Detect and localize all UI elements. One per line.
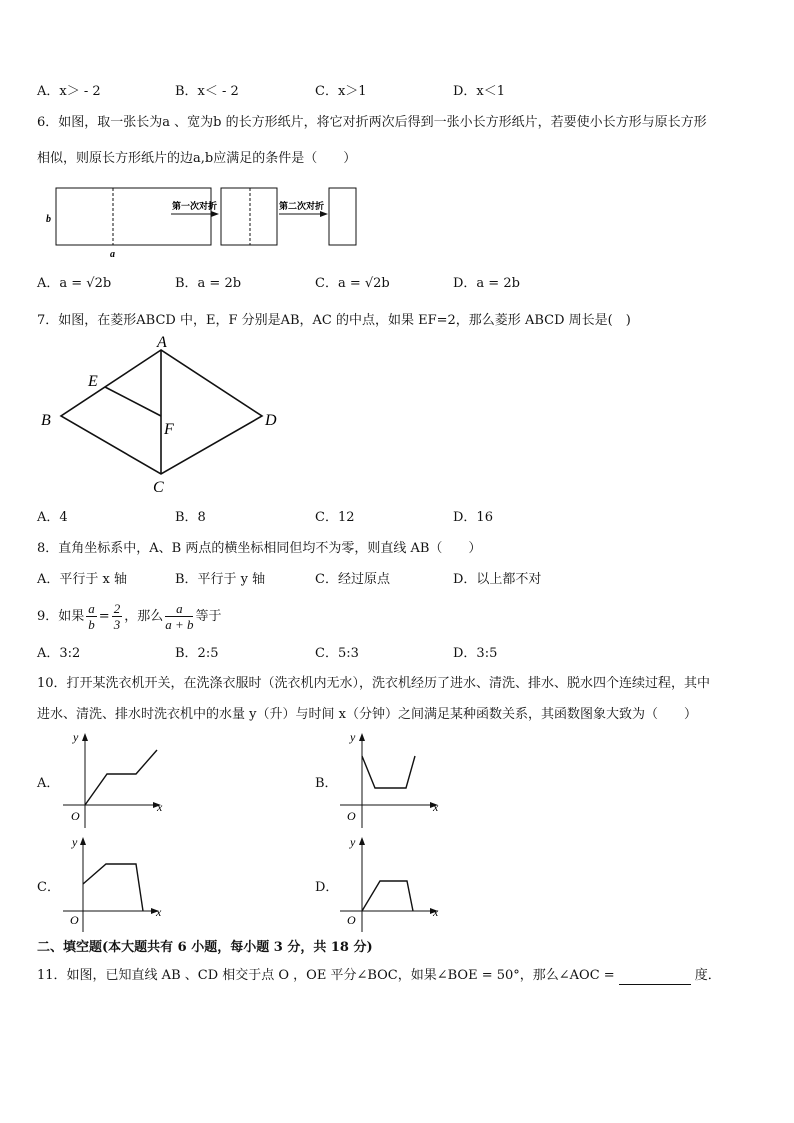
q6-folding-figure bbox=[40, 180, 370, 260]
q6-option-a: A．a = √2b bbox=[37, 276, 112, 291]
q10-label-d: D． bbox=[315, 880, 339, 895]
q11-answer-blank[interactable] bbox=[619, 972, 691, 985]
q5-option-d: D．x＜1 bbox=[453, 84, 506, 99]
q6-option-b: B．a = 2b bbox=[175, 276, 242, 291]
q7-stem: 7．如图，在菱形ABCD 中，E，F 分别是AB，AC 的中点，如果 EF=2，那么菱形 ABCD 周长是( ) bbox=[37, 313, 631, 328]
q10-stem-line2: 进水、清洗、排水时洗衣机中的水量 y（升）与时间 x（分钟）之间满足某种函数关系，其函数图象大致为（ ） bbox=[37, 707, 697, 722]
q7-option-c: C．12 bbox=[315, 510, 355, 525]
q6-arrow2-label: 第二次对折 bbox=[279, 202, 325, 212]
q10-label-c: C． bbox=[37, 880, 60, 895]
svg-text:y: y bbox=[350, 835, 356, 849]
q10-label-a: A． bbox=[37, 776, 60, 791]
svg-text:x: x bbox=[157, 800, 163, 814]
q5-option-c: C．x＞1 bbox=[315, 84, 367, 99]
q7-label-F: F bbox=[164, 421, 174, 438]
q5-option-b: B．x＜ - 2 bbox=[175, 84, 239, 99]
svg-text:y: y bbox=[72, 835, 78, 849]
q6-stem-line1: 6．如图，取一张长为a 、宽为b 的长方形纸片，将它对折两次后得到一张小长方形纸片，若要使小长方形与原长方形 bbox=[37, 115, 707, 130]
q8-option-c: C．经过原点 bbox=[315, 572, 390, 587]
svg-text:O: O bbox=[71, 809, 80, 823]
q8-option-b: B．平行于 y 轴 bbox=[175, 572, 266, 587]
q8-option-d: D．以上都不对 bbox=[453, 572, 542, 587]
q9-option-c: C．5:3 bbox=[315, 646, 359, 661]
q9-equals: = bbox=[98, 609, 110, 624]
q6-option-c: C．a = √2b bbox=[315, 276, 390, 291]
svg-text:x: x bbox=[433, 905, 439, 919]
q7-rhombus-figure bbox=[38, 332, 288, 497]
q9-fraction-2-over-3: $\frac{2}{3}$ bbox=[113, 601, 121, 632]
q9-prefix: 9．如果 bbox=[37, 609, 85, 624]
q10-label-b: B． bbox=[315, 776, 338, 791]
q7-label-A: A bbox=[157, 334, 167, 351]
q6-arrow1-label: 第一次对折 bbox=[172, 202, 218, 212]
section2-title: 二、填空题(本大题共有 6 小题，每小题 3 分，共 18 分) bbox=[37, 940, 373, 955]
q10-graph-b bbox=[340, 730, 450, 830]
q9-mid: ，那么 bbox=[124, 609, 164, 624]
svg-text:x: x bbox=[156, 905, 162, 919]
q7-option-a: A．4 bbox=[37, 510, 68, 525]
q9-option-b: B．2:5 bbox=[175, 646, 219, 661]
q6-option-d: D．a = 2b bbox=[453, 276, 520, 291]
q11-suffix: 度． bbox=[694, 968, 721, 983]
q6-label-a: a bbox=[110, 249, 115, 260]
q11-stem bbox=[37, 967, 721, 985]
q8-option-a: A．平行于 x 轴 bbox=[37, 572, 127, 587]
q7-option-d: D．16 bbox=[453, 510, 493, 525]
q7-label-B: B bbox=[41, 412, 51, 429]
q11-text: 11．如图，已知直线 AB 、CD 相交于点 O ，OE 平分∠BOC，如果∠BOE = 50°，那么∠AOC = bbox=[37, 968, 615, 983]
q5-option-a: A．x＞ - 2 bbox=[37, 84, 101, 99]
q10-graph-a bbox=[60, 730, 170, 830]
q9-stem bbox=[37, 599, 222, 635]
q10-stem-line1: 10．打开某洗衣机开关，在洗涤衣服时（洗衣机内无水），洗衣机经历了进水、清洗、排水、脱水四个连续过程，其中 bbox=[37, 676, 711, 691]
svg-text:O: O bbox=[347, 913, 356, 927]
q9-fraction-target: $\frac{a}{a + b}$ bbox=[165, 601, 194, 632]
q10-graph-d bbox=[340, 834, 450, 934]
svg-text:y: y bbox=[73, 730, 79, 744]
q7-label-E: E bbox=[88, 373, 98, 390]
svg-text:y: y bbox=[350, 730, 356, 744]
q6-label-b: b bbox=[46, 214, 51, 225]
svg-text:x: x bbox=[433, 800, 439, 814]
q9-option-d: D．3:5 bbox=[453, 646, 498, 661]
q9-fraction-a-over-b: $\frac{a}{b}$ bbox=[88, 601, 95, 632]
svg-text:O: O bbox=[347, 809, 356, 823]
q7-label-D: D bbox=[265, 412, 277, 429]
q9-suffix: 等于 bbox=[195, 609, 222, 624]
q10-graph-c bbox=[60, 834, 170, 934]
q9-option-a: A．3:2 bbox=[37, 646, 81, 661]
svg-text:O: O bbox=[70, 913, 79, 927]
q6-stem-line2: 相似，则原长方形纸片的边a,b应满足的条件是（ ） bbox=[37, 151, 357, 166]
q7-label-C: C bbox=[153, 479, 164, 496]
q8-stem: 8．直角坐标系中，A、B 两点的横坐标相同但均不为零，则直线 AB（ ） bbox=[37, 541, 482, 556]
q7-option-b: B．8 bbox=[175, 510, 206, 525]
